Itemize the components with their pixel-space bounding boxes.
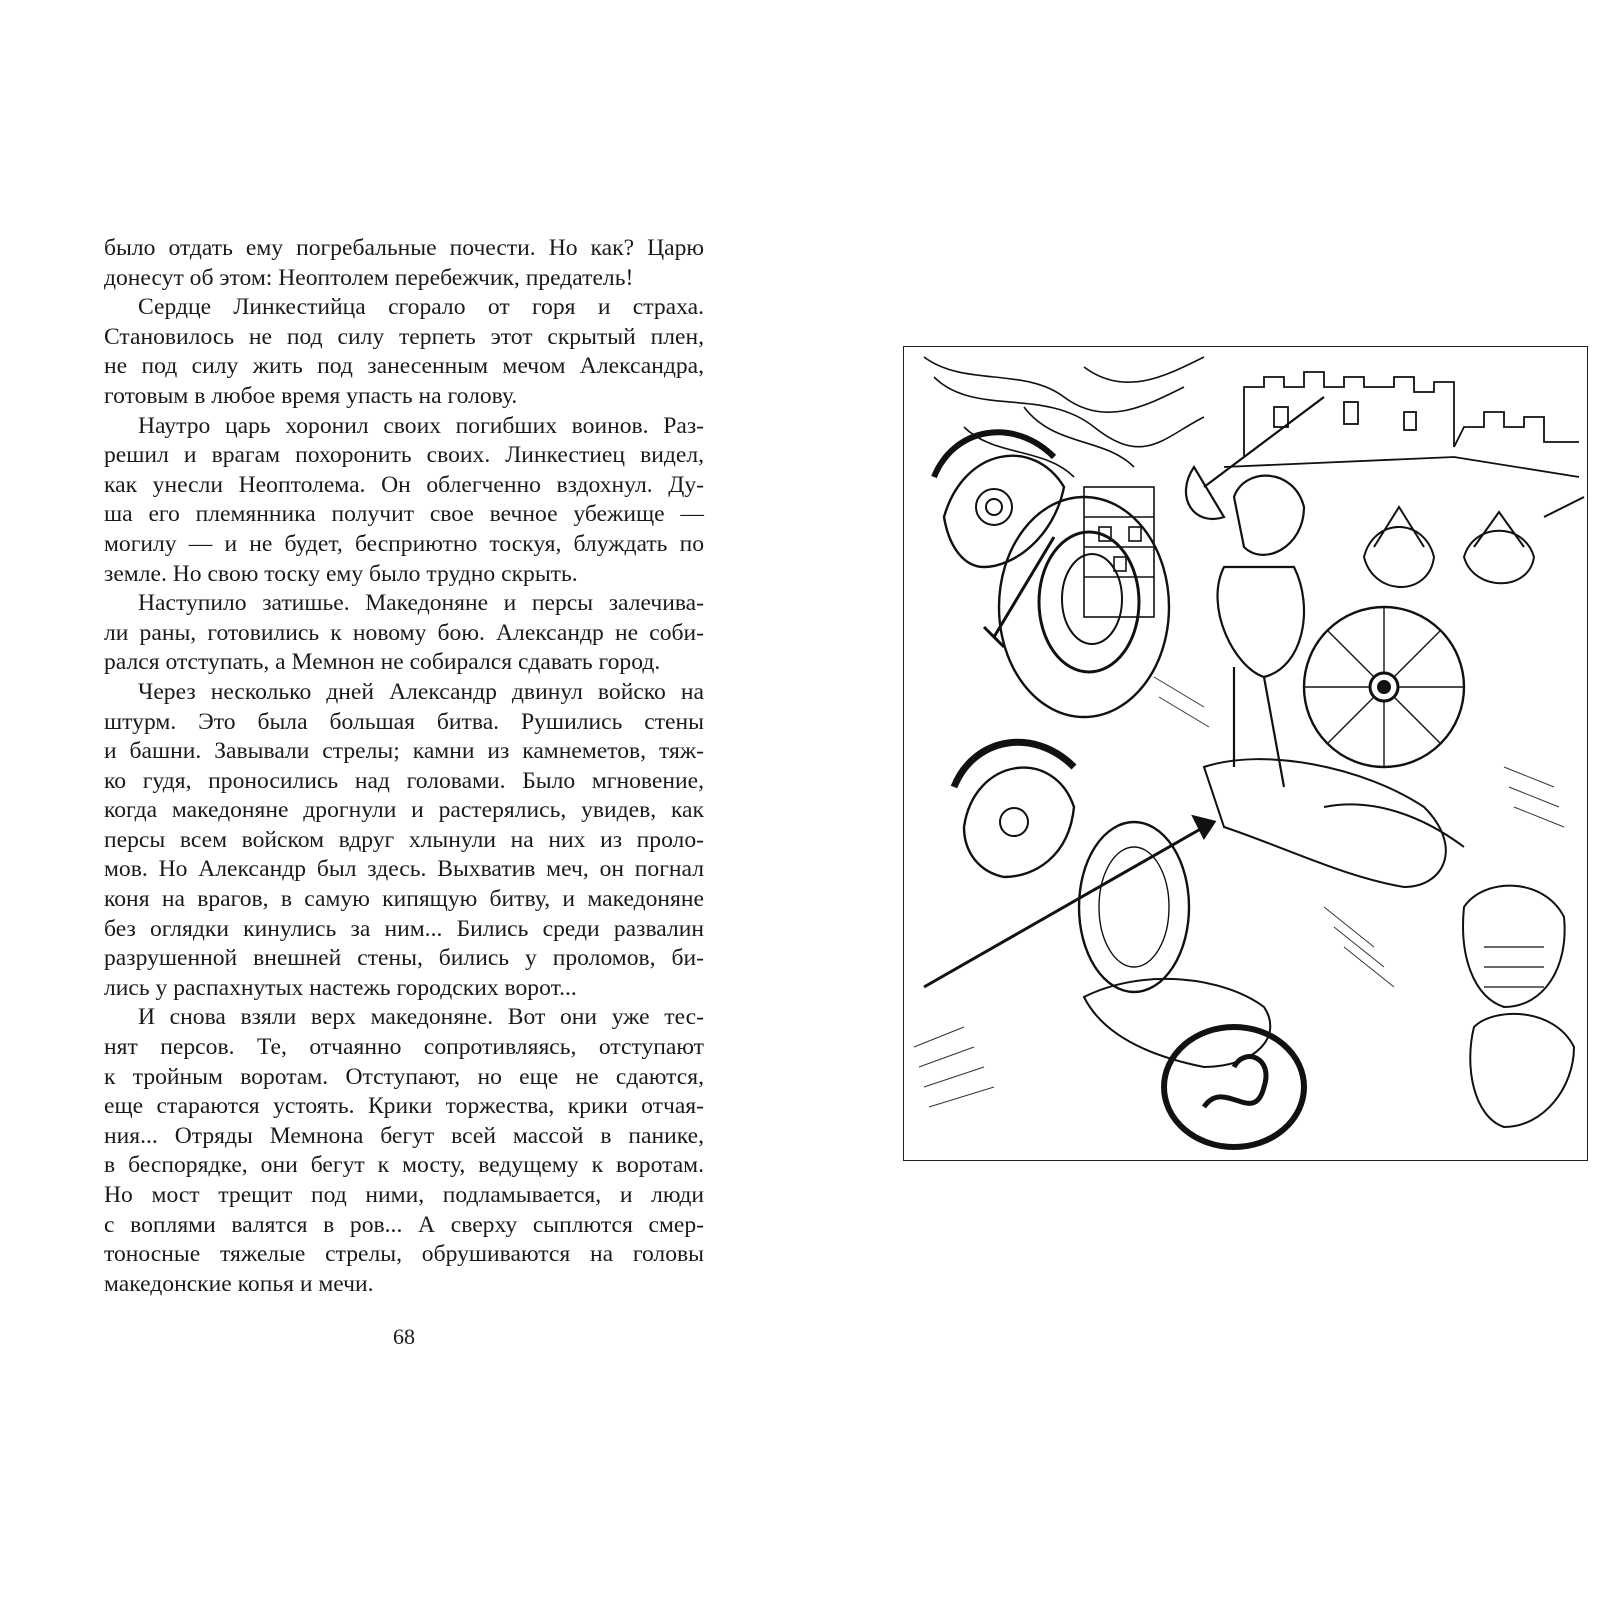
text-line: с воплями валятся в ров... А сверху сыплются смер- — [104, 1211, 704, 1238]
paragraph — [104, 678, 704, 1004]
text-line: ша его племянника получит свое вечное убежище — — [104, 501, 704, 528]
text-line: и башни. Завывали стрелы; камни из камнеметов, тяж- — [104, 738, 704, 765]
paragraph — [104, 589, 704, 678]
warrior-helmet-left — [934, 432, 1064, 567]
battle-illustration — [903, 346, 1588, 1161]
text-line: ли раны, готовились к новому бою. Александр не соби- — [104, 619, 704, 646]
text-line: еще стараются устоять. Крики торжества, крики отчая- — [104, 1093, 704, 1120]
fallen-soldiers — [1084, 759, 1464, 1067]
text-column — [104, 234, 704, 1349]
text-line: земле. Но свою тоску ему было трудно скрыть. — [104, 560, 578, 587]
text-line: разрушенной внешней стены, бились у проломов, би- — [104, 945, 704, 972]
text-line: И снова взяли верх македоняне. Вот они уже тес- — [138, 1004, 704, 1031]
text-line: ния... Отряды Мемнона бегут всей массой в панике, — [104, 1122, 704, 1149]
text-line: рался отступать, а Мемнон не собирался сдавать город. — [104, 649, 661, 676]
oval-shield-center — [1079, 822, 1189, 992]
text-line: решил и врагам похоронить своих. Линкестиец видел, — [104, 442, 704, 469]
text-line: коня на врагов, в самую кипящую битву, и македоняне — [104, 886, 704, 913]
text-line: Становилось не под силу терпеть этот скрытый плен, — [104, 323, 704, 350]
text-line: могилу — и не будет, бесприютно тоскуя, блуждать по — [104, 530, 704, 557]
text-line: Через несколько дней Александр двинул войско на — [138, 678, 704, 705]
fortress-walls — [1224, 372, 1579, 477]
bearded-warrior — [1463, 886, 1574, 1127]
text-line: македонские копья и мечи. — [104, 1270, 374, 1297]
text-line: к тройным воротам. Отступают, но еще не сдаются, — [104, 1063, 704, 1090]
text-line: не под силу жить под занесенным мечом Александра, — [104, 353, 704, 380]
text-line: штурм. Это была большая битва. Рушились стены — [104, 708, 704, 735]
paragraph — [104, 234, 704, 293]
text-line: было отдать ему погребальные почести. Но как? Царю — [104, 235, 704, 261]
text-line: ко гудя, проносились над головами. Было мгновение, — [104, 767, 704, 794]
text-line: без оглядки кинулись за ним... Бились среди развалин — [104, 915, 704, 942]
text-line: мов. Но Александр был здесь. Выхватив меч, он погнал — [104, 856, 704, 883]
text-line: в беспорядке, они бегут к мосту, ведущему к воротам. — [104, 1152, 704, 1179]
text-line: Но мост трещит под ними, подламывается, и люди — [104, 1182, 704, 1208]
text-line: Наступило затишье. Македоняне и персы залечива- — [138, 590, 704, 617]
smoke-swirls — [924, 357, 1204, 477]
text-line: персы всем войском вдруг хлынули на них из проло- — [104, 826, 704, 853]
page-number: 68 — [393, 1324, 415, 1349]
text-line: Наутро царь хоронил своих погибших воинов. Раз- — [138, 412, 704, 439]
paragraph — [104, 412, 704, 590]
text-line: готовым в любое время упасть на голову. — [104, 382, 518, 409]
body-text — [104, 234, 704, 1299]
rosette-shield — [1304, 607, 1464, 767]
persian-warriors — [1364, 497, 1584, 587]
text-line: когда македоняне дрогнули и растерялись, увидев, как — [104, 797, 704, 824]
text-line: Сердце Линкестийца сгорало от горя и страха. — [138, 294, 704, 321]
warrior-helmet-lower — [954, 742, 1074, 877]
paragraph — [104, 293, 704, 411]
text-line: донесут об этом: Неоптолем перебежчик, предатель! — [104, 264, 634, 291]
text-line: лись у распахнутых настежь городских ворот... — [104, 974, 577, 1001]
text-line: тоносные тяжелые стрелы, обрушиваются на головы — [104, 1241, 704, 1268]
paragraph — [104, 1003, 704, 1299]
text-line: нят персов. Те, отчаянно сопротивляясь, отступают — [104, 1034, 704, 1061]
axe-warrior — [1186, 397, 1324, 787]
text-line: как унесли Неоптолема. Он облегченно вздохнул. Ду- — [104, 471, 704, 498]
snake-shield — [1164, 1027, 1304, 1147]
